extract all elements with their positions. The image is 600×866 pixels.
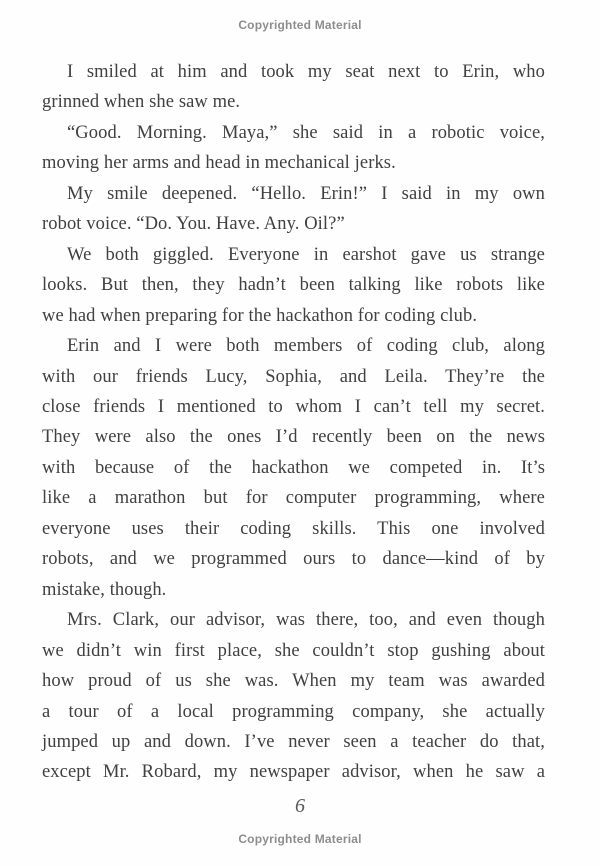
text-line: I smiled at him and took my seat next to Erin, who	[67, 62, 545, 82]
text-line: We both giggled. Everyone in earshot gave us strange	[67, 244, 545, 265]
page-body	[42, 57, 545, 788]
copyright-notice-bottom: Copyrighted Material	[238, 832, 362, 846]
text-line: with because of the hackathon we competed in. It’s	[42, 457, 545, 478]
text-line: They were also the ones I’d recently been on the news	[42, 427, 545, 448]
text-line: how proud of us she was. When my team was awarded	[42, 671, 545, 692]
text-line: jumped up and down. I’ve never seen a teacher do that,	[42, 731, 545, 752]
text-line: a tour of a local programming company, she actually	[42, 701, 545, 722]
text-line: Erin and I were both members of coding club, along	[67, 336, 545, 357]
text-line: close friends I mentioned to whom I can’t tell my secret.	[42, 396, 545, 417]
text-line: My smile deepened. “Hello. Erin!” I said in my own	[67, 183, 545, 204]
text-line: mistake, though.	[42, 579, 167, 600]
text-line: except Mr. Robard, my newspaper advisor, when he saw a	[42, 762, 545, 783]
text-line: robot voice. “Do. You. Have. Any. Oil?”	[42, 214, 345, 235]
text-line: looks. But then, they hadn’t been talking like robots like	[42, 275, 545, 296]
text-line: like a marathon but for computer programming, where	[42, 488, 545, 509]
text-line: “Good. Morning. Maya,” she said in a robotic voice,	[67, 122, 545, 143]
text-line: Mrs. Clark, our advisor, was there, too, and even though	[67, 610, 545, 631]
page-number: 6	[295, 795, 305, 817]
text-line: everyone uses their coding skills. This one involved	[42, 518, 545, 539]
text-line: we didn’t win first place, she couldn’t stop gushing about	[42, 640, 545, 661]
text-line: moving her arms and head in mechanical jerks.	[42, 153, 396, 174]
text-line: with our friends Lucy, Sophia, and Leila. They’re the	[42, 366, 545, 387]
copyright-notice-top: Copyrighted Material	[238, 18, 362, 32]
text-line: robots, and we programmed ours to dance—kind of by	[42, 549, 545, 570]
text-line: we had when preparing for the hackathon for coding club.	[42, 305, 478, 326]
text-line: grinned when she saw me.	[42, 92, 241, 113]
